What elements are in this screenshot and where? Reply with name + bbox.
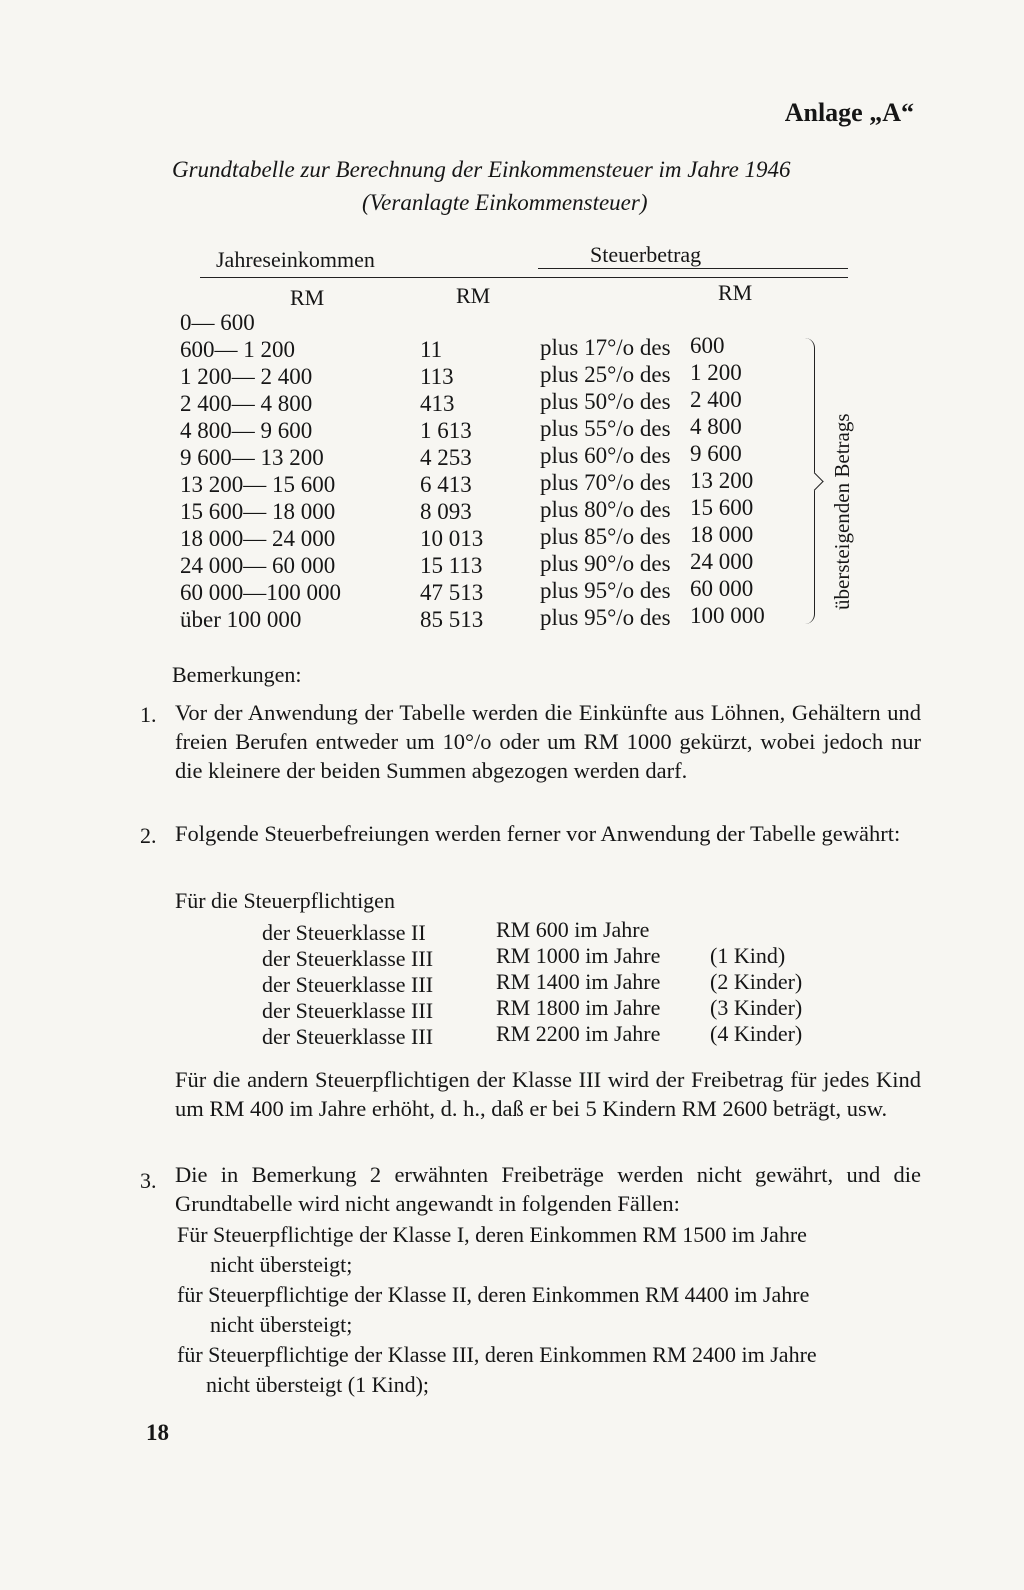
row-rate: plus 50°/o des xyxy=(540,389,671,414)
row-rate: plus 95°/o des xyxy=(540,605,671,630)
row-base: 413 xyxy=(420,391,455,416)
row-rate: plus 70°/o des xyxy=(540,470,671,495)
case-line: für Steuerpflichtige der Klasse II, deren Einkommen RM 4400 im Jahre xyxy=(177,1282,810,1307)
row-rate: plus 80°/o des xyxy=(540,497,671,522)
row-income: 9 600— 13 200 xyxy=(180,445,324,470)
exemption-note: (2 Kinder) xyxy=(710,969,803,994)
table-title: Grundtabelle zur Berechnung der Einkommensteuer im Jahre 1946 xyxy=(172,157,791,182)
page-number: 18 xyxy=(146,1420,169,1445)
row-threshold: 1 200 xyxy=(690,360,742,385)
row-income: 2 400— 4 800 xyxy=(180,391,313,416)
row-rate: plus 90°/o des xyxy=(540,551,671,576)
exemptions-intro: Für die Steuerpflichtigen xyxy=(175,888,395,913)
row-threshold: 60 000 xyxy=(690,576,754,601)
row-base: 1 613 xyxy=(420,418,472,443)
exemption-note: (4 Kinder) xyxy=(710,1021,803,1046)
table-subtitle: (Veranlagte Einkommensteuer) xyxy=(362,190,648,215)
exemption-class: der Steuerklasse III xyxy=(262,972,434,997)
row-income: über 100 000 xyxy=(180,607,302,632)
row-threshold: 18 000 xyxy=(690,522,754,547)
row-threshold: 24 000 xyxy=(690,549,754,574)
exemption-class: der Steuerklasse III xyxy=(262,946,434,971)
exemption-note: (1 Kind) xyxy=(710,943,786,968)
header-income: Jahreseinkommen xyxy=(216,247,375,272)
header-rule-short xyxy=(538,268,848,269)
row-income: 1 200— 2 400 xyxy=(180,364,313,389)
remark-text: Die in Bemerkung 2 erwähnten Freibeträge werden nicht gewährt, und die Grundtabelle wird nicht angewandt in folgenden Fällen: xyxy=(175,1162,921,1216)
row-base: 10 013 xyxy=(420,526,484,551)
remark-number: 1. xyxy=(140,702,157,727)
case-line-cont: nicht übersteigt (1 Kind); xyxy=(206,1372,430,1397)
remark-text: Folgende Steuerbefreiungen werden ferner vor Anwendung der Tabelle gewährt: xyxy=(175,821,901,846)
row-threshold: 15 600 xyxy=(690,495,754,520)
row-income: 18 000— 24 000 xyxy=(180,526,336,551)
unit-threshold: RM xyxy=(718,280,753,305)
exemption-amount: RM 600 im Jahre xyxy=(496,917,650,942)
row-rate: plus 55°/o des xyxy=(540,416,671,441)
row-income: 15 600— 18 000 xyxy=(180,499,336,524)
annex-label: Anlage „A“ xyxy=(784,98,914,127)
case-line: Für Steuerpflichtige der Klasse I, deren Einkommen RM 1500 im Jahre xyxy=(177,1222,807,1247)
row-base: 4 253 xyxy=(420,445,472,470)
row-base: 47 513 xyxy=(420,580,484,605)
row-income: 60 000—100 000 xyxy=(180,580,341,605)
row-income: 600— 1 200 xyxy=(180,337,295,362)
case-line-cont: nicht übersteigt; xyxy=(210,1312,353,1337)
row-income: 24 000— 60 000 xyxy=(180,553,336,578)
case-line: für Steuerpflichtige der Klasse III, deren Einkommen RM 2400 im Jahre xyxy=(177,1342,817,1367)
row-base: 6 413 xyxy=(420,472,472,497)
remarks-heading: Bemerkungen: xyxy=(172,662,302,687)
remark-number: 2. xyxy=(140,823,157,848)
exemption-amount: RM 2200 im Jahre xyxy=(496,1021,661,1046)
remark-text: Vor der Anwendung der Tabelle werden die Einkünfte aus Löhnen, Gehältern und freien Berufen entweder um 10°/o oder um RM 1000 gekürzt, wobei jedoch nur die kleinere der beiden Summen abgezogen werden darf. xyxy=(175,700,921,783)
header-tax: Steuerbetrag xyxy=(590,242,702,267)
row-income: 4 800— 9 600 xyxy=(180,418,313,443)
row-income: 13 200— 15 600 xyxy=(180,472,336,497)
row-threshold: 100 000 xyxy=(690,603,765,628)
row-rate: plus 85°/o des xyxy=(540,524,671,549)
header-rule-long xyxy=(200,277,848,278)
row-base: 113 xyxy=(420,364,454,389)
case-line-cont: nicht übersteigt; xyxy=(210,1252,353,1277)
row-threshold: 4 800 xyxy=(690,414,742,439)
unit-base: RM xyxy=(456,283,491,308)
row-rate: plus 60°/o des xyxy=(540,443,671,468)
row-threshold: 13 200 xyxy=(690,468,754,493)
exemption-class: der Steuerklasse III xyxy=(262,1024,434,1049)
row-threshold: 9 600 xyxy=(690,441,742,466)
row-base: 85 513 xyxy=(420,607,484,632)
row-income: 0— 600 xyxy=(180,310,255,335)
exemption-class: der Steuerklasse III xyxy=(262,998,434,1023)
row-base: 11 xyxy=(420,337,443,362)
row-base: 8 093 xyxy=(420,499,472,524)
row-rate: plus 95°/o des xyxy=(540,578,671,603)
unit-income: RM xyxy=(290,285,325,310)
brace-label: übersteigenden Betrags xyxy=(830,413,854,610)
exemption-amount: RM 1000 im Jahre xyxy=(496,943,661,968)
row-rate: plus 25°/o des xyxy=(540,362,671,387)
row-base: 15 113 xyxy=(420,553,483,578)
row-threshold: 2 400 xyxy=(690,387,742,412)
exemption-class: der Steuerklasse II xyxy=(262,920,426,945)
row-threshold: 600 xyxy=(690,333,725,358)
exemptions-outro: Für die andern Steuerpflichtigen der Klasse III wird der Freibetrag für jedes Kind um RM 400 im Jahre erhöht, d. h., daß er bei 5 Kindern RM 2600 beträgt, usw. xyxy=(175,1067,921,1121)
exemption-note: (3 Kinder) xyxy=(710,995,803,1020)
row-rate: plus 17°/o des xyxy=(540,335,671,360)
exemption-amount: RM 1800 im Jahre xyxy=(496,995,661,1020)
remark-number: 3. xyxy=(140,1168,157,1193)
exemption-amount: RM 1400 im Jahre xyxy=(496,969,661,994)
